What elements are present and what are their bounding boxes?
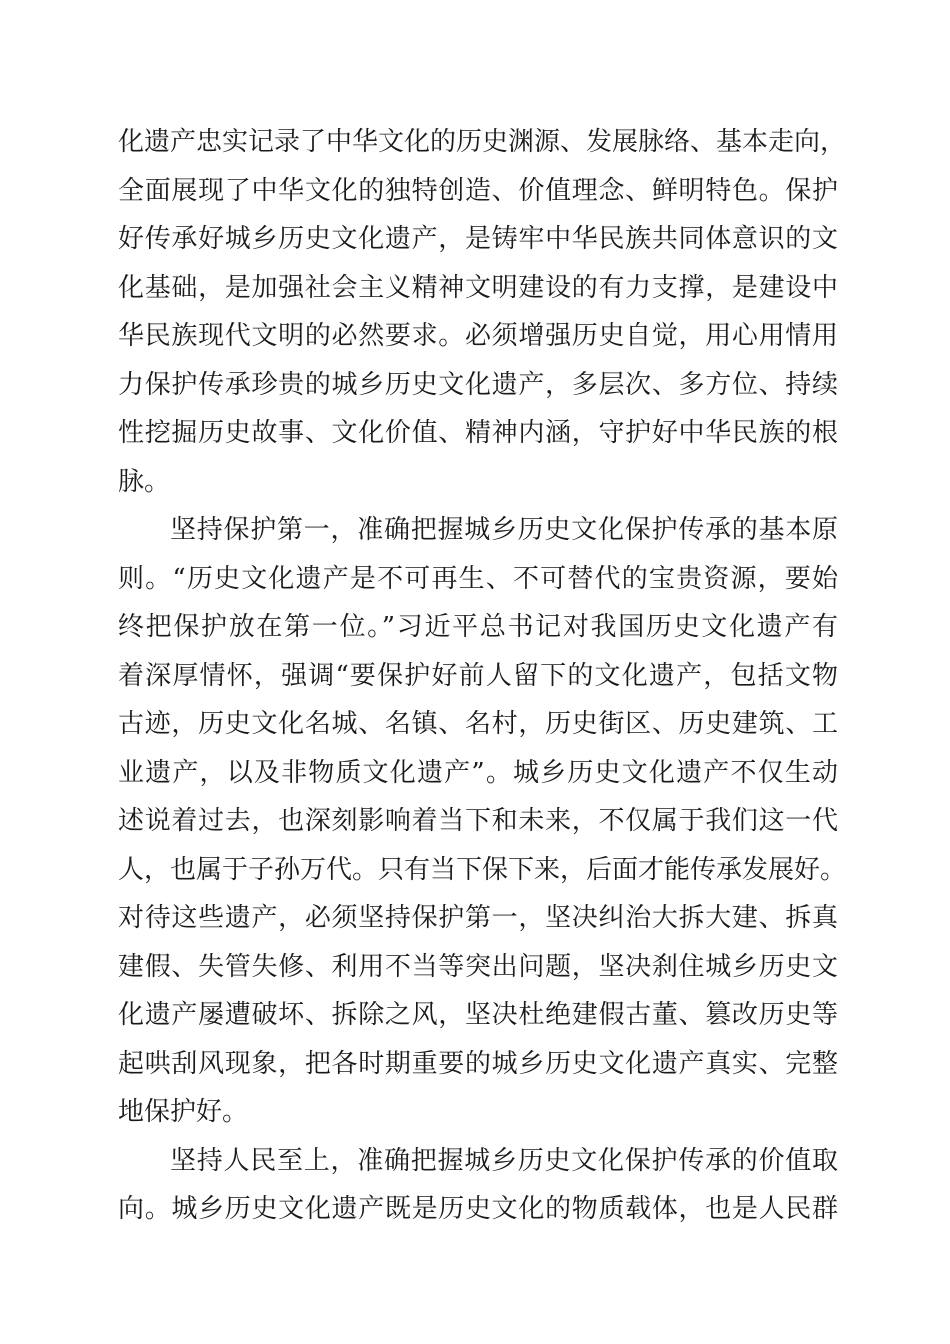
text-line: 对待这些遗产，必须坚持保护第一，坚决纠治大拆大建、拆真: [118, 903, 838, 933]
text-line: 建假、失管失修、利用不当等突出问题，坚决刹住城乡历史文: [118, 951, 838, 982]
text-line: 终把保护放在第一位。”习近平总书记对我国历史文化遗产有: [118, 612, 838, 642]
text-line: 化基础，是加强社会主义精神文明建设的有力支撑，是建设中: [118, 272, 838, 303]
text-line: 业遗产，以及非物质文化遗产”。城乡历史文化遗产不仅生动: [118, 757, 838, 788]
text-line: 化遗产忠实记录了中华文化的历史渊源、发展脉络、基本走向，: [118, 127, 847, 157]
paragraph: [118, 1137, 838, 1234]
text-line: 述说着过去，也深刻影响着当下和未来，不仅属于我们这一代: [118, 806, 838, 836]
text-line: 坚持人民至上，准确把握城乡历史文化保护传承的价值取: [170, 1145, 838, 1176]
text-line: 古迹，历史文化名城、名镇、名村，历史街区、历史建筑、工: [118, 709, 838, 739]
text-line: 则。“历史文化遗产是不可再生、不可替代的宝贵资源，要始: [118, 563, 838, 594]
text-line: 化遗产屡遭破坏、拆除之风，坚决杜绝建假古董、篡改历史等: [118, 1000, 838, 1030]
text-line: 力保护传承珍贵的城乡历史文化遗产，多层次、多方位、持续: [118, 369, 838, 400]
text-line: 全面展现了中华文化的独特创造、价值理念、鲜明特色。保护: [118, 175, 838, 206]
text-line: 起哄刮风现象，把各时期重要的城乡历史文化遗产真实、完整: [118, 1048, 838, 1079]
paragraph: [118, 118, 847, 506]
text-line: 脉。: [118, 466, 171, 497]
text-line: 向。城乡历史文化遗产既是历史文化的物质载体，也是人民群: [118, 1194, 838, 1224]
body-text: [118, 118, 847, 1234]
text-line: 好传承好城乡历史文化遗产，是铸牢中华民族共同体意识的文: [118, 224, 838, 254]
text-line: 着深厚情怀，强调“要保护好前人留下的文化遗产，包括文物: [118, 660, 838, 691]
text-line: 华民族现代文明的必然要求。必须增强历史自觉，用心用情用: [118, 321, 838, 351]
text-line: 性挖掘历史故事、文化价值、精神内涵，守护好中华民族的根: [118, 418, 838, 448]
paragraph: [118, 506, 847, 1137]
text-line: 坚持保护第一，准确把握城乡历史文化保护传承的基本原: [170, 515, 838, 545]
text-line: 人，也属于子孙万代。只有当下保下来，后面才能传承发展好。: [118, 854, 847, 885]
text-line: 地保护好。: [118, 1097, 249, 1127]
